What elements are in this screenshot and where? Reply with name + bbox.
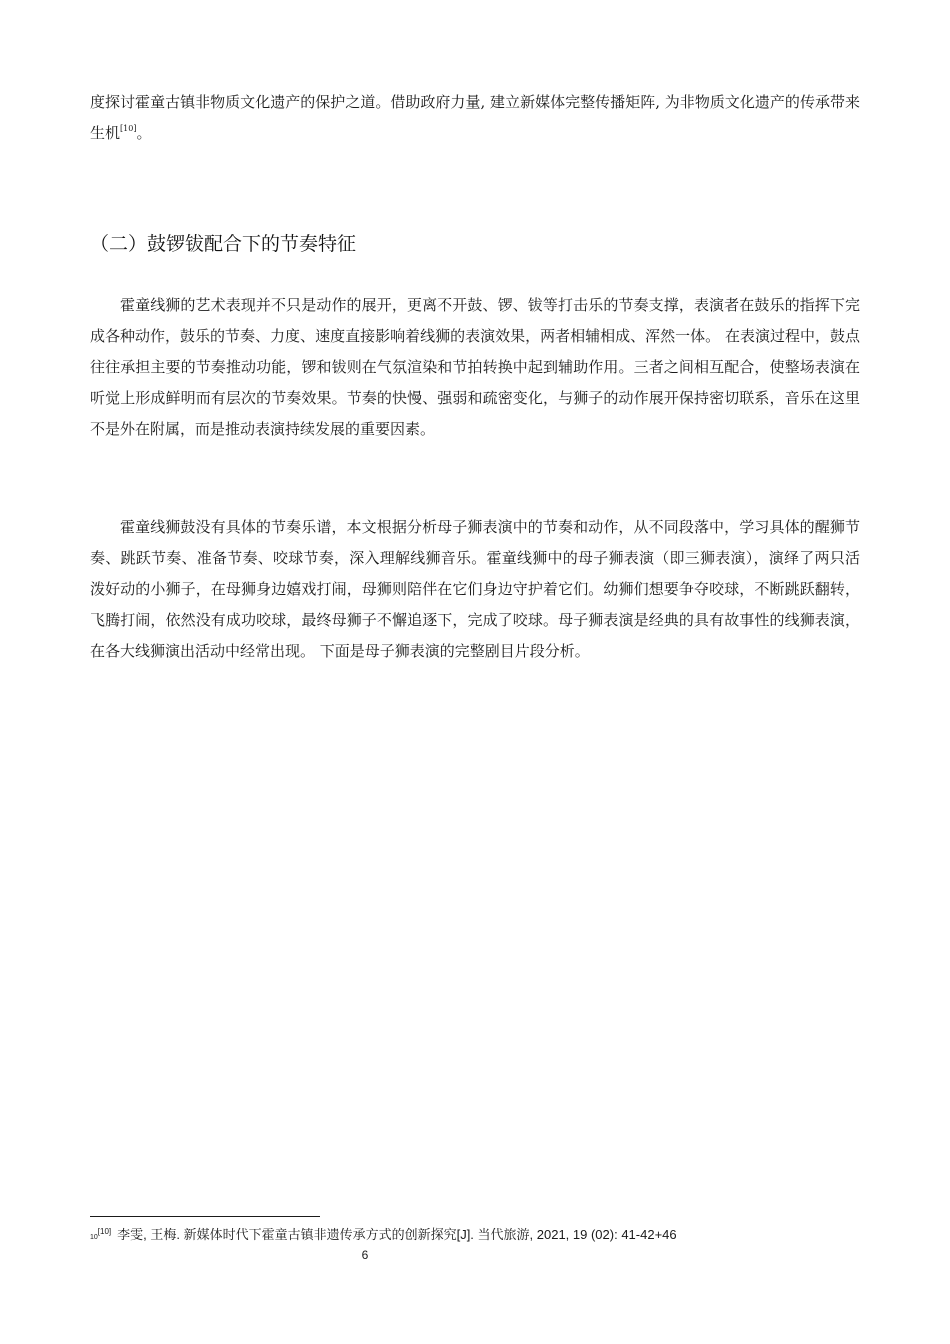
body-paragraph-1: 霍童线狮的艺术表现并不只是动作的展开，更离不开鼓、锣、钹等打击乐的节奏支撑，表演者在鼓乐的指挥下完成各种动作，鼓乐的节奏、力度、速度直接影响着线狮的表演效果，两者相辅相成、浑然一体。 在表演过程中，鼓点往往承担主要的节奏推动功能，锣和钹则在气氛渲染和节拍转换中起到辅助作用。三者之间相互配合，使整场表演在听觉上形成鲜明而有层次的节奏效果。节奏的快慢、强弱和疏密变化，与狮子的动作展开保持密切联系，音乐在这里不是外在附属，而是推动表演持续发展的重要因素。 — [90, 296, 860, 438]
footnote-text: 李雯, 王梅. 新媒体时代下霍童古镇非遗传承方式的创新探究[J]. 当代旅游, 2021, 19 (02): 41-42+46 — [117, 1227, 677, 1242]
body-paragraph-2: 霍童线狮鼓没有具体的节奏乐谱，本文根据分析母子狮表演中的节奏和动作，从不同段落中，学习具体的醒狮节奏、跳跃节奏、准备节奏、咬球节奏，深入理解线狮音乐。霍童线狮中的母子狮表演（即三狮表演），演绎了两只活泼好动的小狮子，在母狮身边嬉戏打闹，母狮则陪伴在它们身边守护着它们。幼狮们想要争夺咬球，不断跳跃翻转，飞腾打闹，依然没有成功咬球，最终母狮子不懈追逐下，完成了咬球。母子狮表演是经典的具有故事性的线狮表演，在各大线狮演出活动中经常出现。 下面是母子狮表演的完整剧目片段分析。 — [90, 518, 860, 660]
citation-marker: [10] — [120, 124, 137, 133]
continued-paragraph-end: 。 — [136, 124, 152, 142]
continued-paragraph-text: 度探讨霍童古镇非物质文化遗产的保护之道。借助政府力量, 建立新媒体完整传播矩阵, 为非物质文化遗产的传承带来生机 — [90, 93, 860, 142]
footnote-citation: [10] — [97, 1227, 112, 1236]
continued-paragraph — [90, 87, 860, 149]
footnote-marker: 10 — [90, 1234, 98, 1241]
section-heading: （二）鼓锣钹配合下的节奏特征 — [90, 233, 357, 255]
page-number: 6 — [361, 1248, 369, 1262]
footnote-separator — [90, 1216, 320, 1217]
footnote — [90, 1224, 870, 1249]
